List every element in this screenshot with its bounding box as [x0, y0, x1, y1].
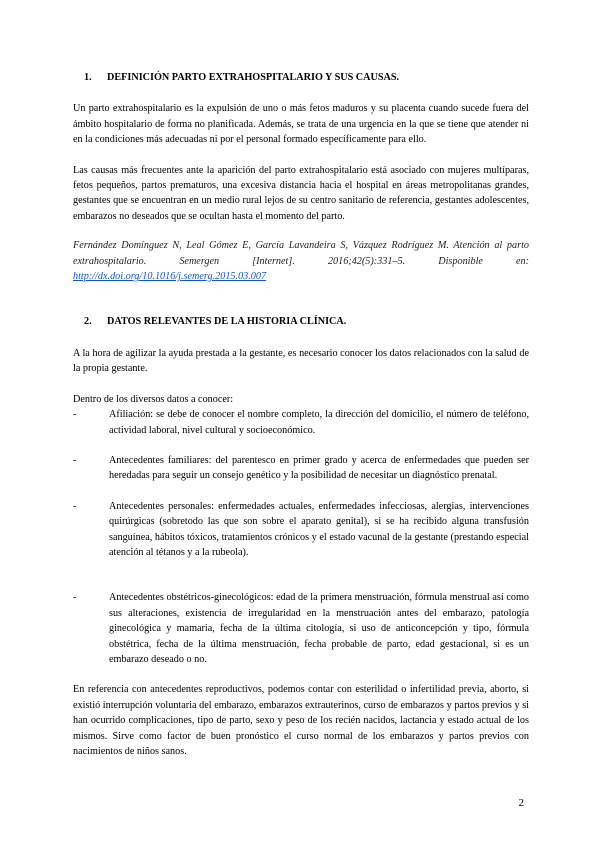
section-2-heading	[73, 314, 529, 329]
list-item	[73, 590, 529, 667]
section-2-number: 2.	[84, 316, 92, 328]
section-2-closing: En referencia con antecedentes reproductivos, podemos contar con esterilidad o infertilidad previa, aborto, si existió interrupción voluntaria del embarazo, embarazos extrauterinos, curso de embarazos y partos previos y si han ocurrido complicaciones, tipo de parto, sexo y peso de los recién nacidos, lactancia y estado actual de los mismos. Sirve como factor de buen pronóstico el curso normal de los embarazos y partos previos con nacimientos de niños sanos.	[73, 684, 529, 757]
section-2-title: DATOS RELEVANTES DE LA HISTORIA CLÍNICA.	[107, 316, 347, 328]
list-intro: Dentro de los diversos datos a conocer:	[73, 393, 234, 405]
citation-link[interactable]: http://dx.doi.org/10.1016/j.semerg.2015.03.007	[73, 271, 267, 283]
bullet-text: Antecedentes familiares: del parentesco en primer grado y acerca de enfermedades que pueden ser heredadas para seguir un consejo genético y la posibilidad de necesitar un diagnóstico prenatal.	[109, 454, 529, 482]
bullet-text: Antecedentes obstétricos-ginecológicos: edad de la primera menstruación, fórmula menstrual así como sus alteraciones, existencia de irregularidad en la menstruación antes del embarazo, patología ginecológica y mamaria, fecha de la última citología, si uso de anticoncepción y tipo, fórmula obstétrica, fecha de la última menstruación, fecha probable de parto, edad gestacional, si es un embarazo deseado o no.	[109, 592, 529, 665]
page-number: 2	[518, 797, 524, 809]
bullet-text: Antecedentes personales: enfermedades actuales, enfermedades infecciosas, alergias, intervenciones quirúrgicas (sobretodo las que son sobre el aparato genital), si se ha recibido alguna transfusión sanguínea, hábitos tóxicos, tratamientos crónicos y el estado vacunal de la gestante (prestando especial atención al tétanos y a la rubeola).	[109, 500, 529, 558]
bullet-dash: -	[73, 592, 77, 604]
citation	[73, 238, 529, 284]
list-item	[73, 407, 529, 438]
bullet-dash: -	[73, 454, 77, 466]
section-2-intro: A la hora de agilizar la ayuda prestada a la gestante, es necesario conocer los datos relacionados con la salud de la propia gestante.	[73, 347, 529, 375]
page-content	[73, 70, 529, 759]
section-1-number: 1.	[84, 72, 92, 83]
citation-text: Fernández Domínguez N, Leal Gómez E, García Lavandeira S, Vázquez Rodríguez M. Atención al parto extrahospitalario. Semergen [Internet]. 2016;42(5):331–5. Disponible en:	[73, 240, 529, 267]
section-1-title: DEFINICIÓN PARTO EXTRAHOSPITALARIO Y SUS CAUSAS.	[107, 72, 400, 83]
bullet-text: Afiliación: se debe de conocer el nombre completo, la dirección del domicilio, el número de teléfono, actividad laboral, nivel cultural y socioeconómico.	[109, 409, 529, 436]
bullet-dash: -	[73, 409, 77, 421]
section-1-paragraph-1: Un parto extrahospitalario es la expulsión de uno o más fetos maduros y su placenta cuando sucede fuera del ámbito hospitalario de forma no planificada. Además, se trata de una urgencia en la que se tiene que atender ni en la condiciones más adecuadas ni por el personal formado específicamente para ello.	[73, 103, 529, 146]
list-item	[73, 453, 529, 484]
section-1-paragraph-2: Las causas más frecuentes ante la aparición del parto extrahospitalario está asociado con mujeres multíparas, fetos pequeños, partos prematuros, una excesiva distancia hacia el hospital en áreas metropolitanas grandes, gestantes que se encuentran en un medio rural lejos de su centro sanitario de referencia, gestantes adolescentes, embarazos no deseados que se ocultan hasta el momento del parto.	[73, 164, 529, 222]
list-item	[73, 499, 529, 561]
section-1-heading	[73, 70, 529, 85]
bullet-dash: -	[73, 500, 77, 512]
